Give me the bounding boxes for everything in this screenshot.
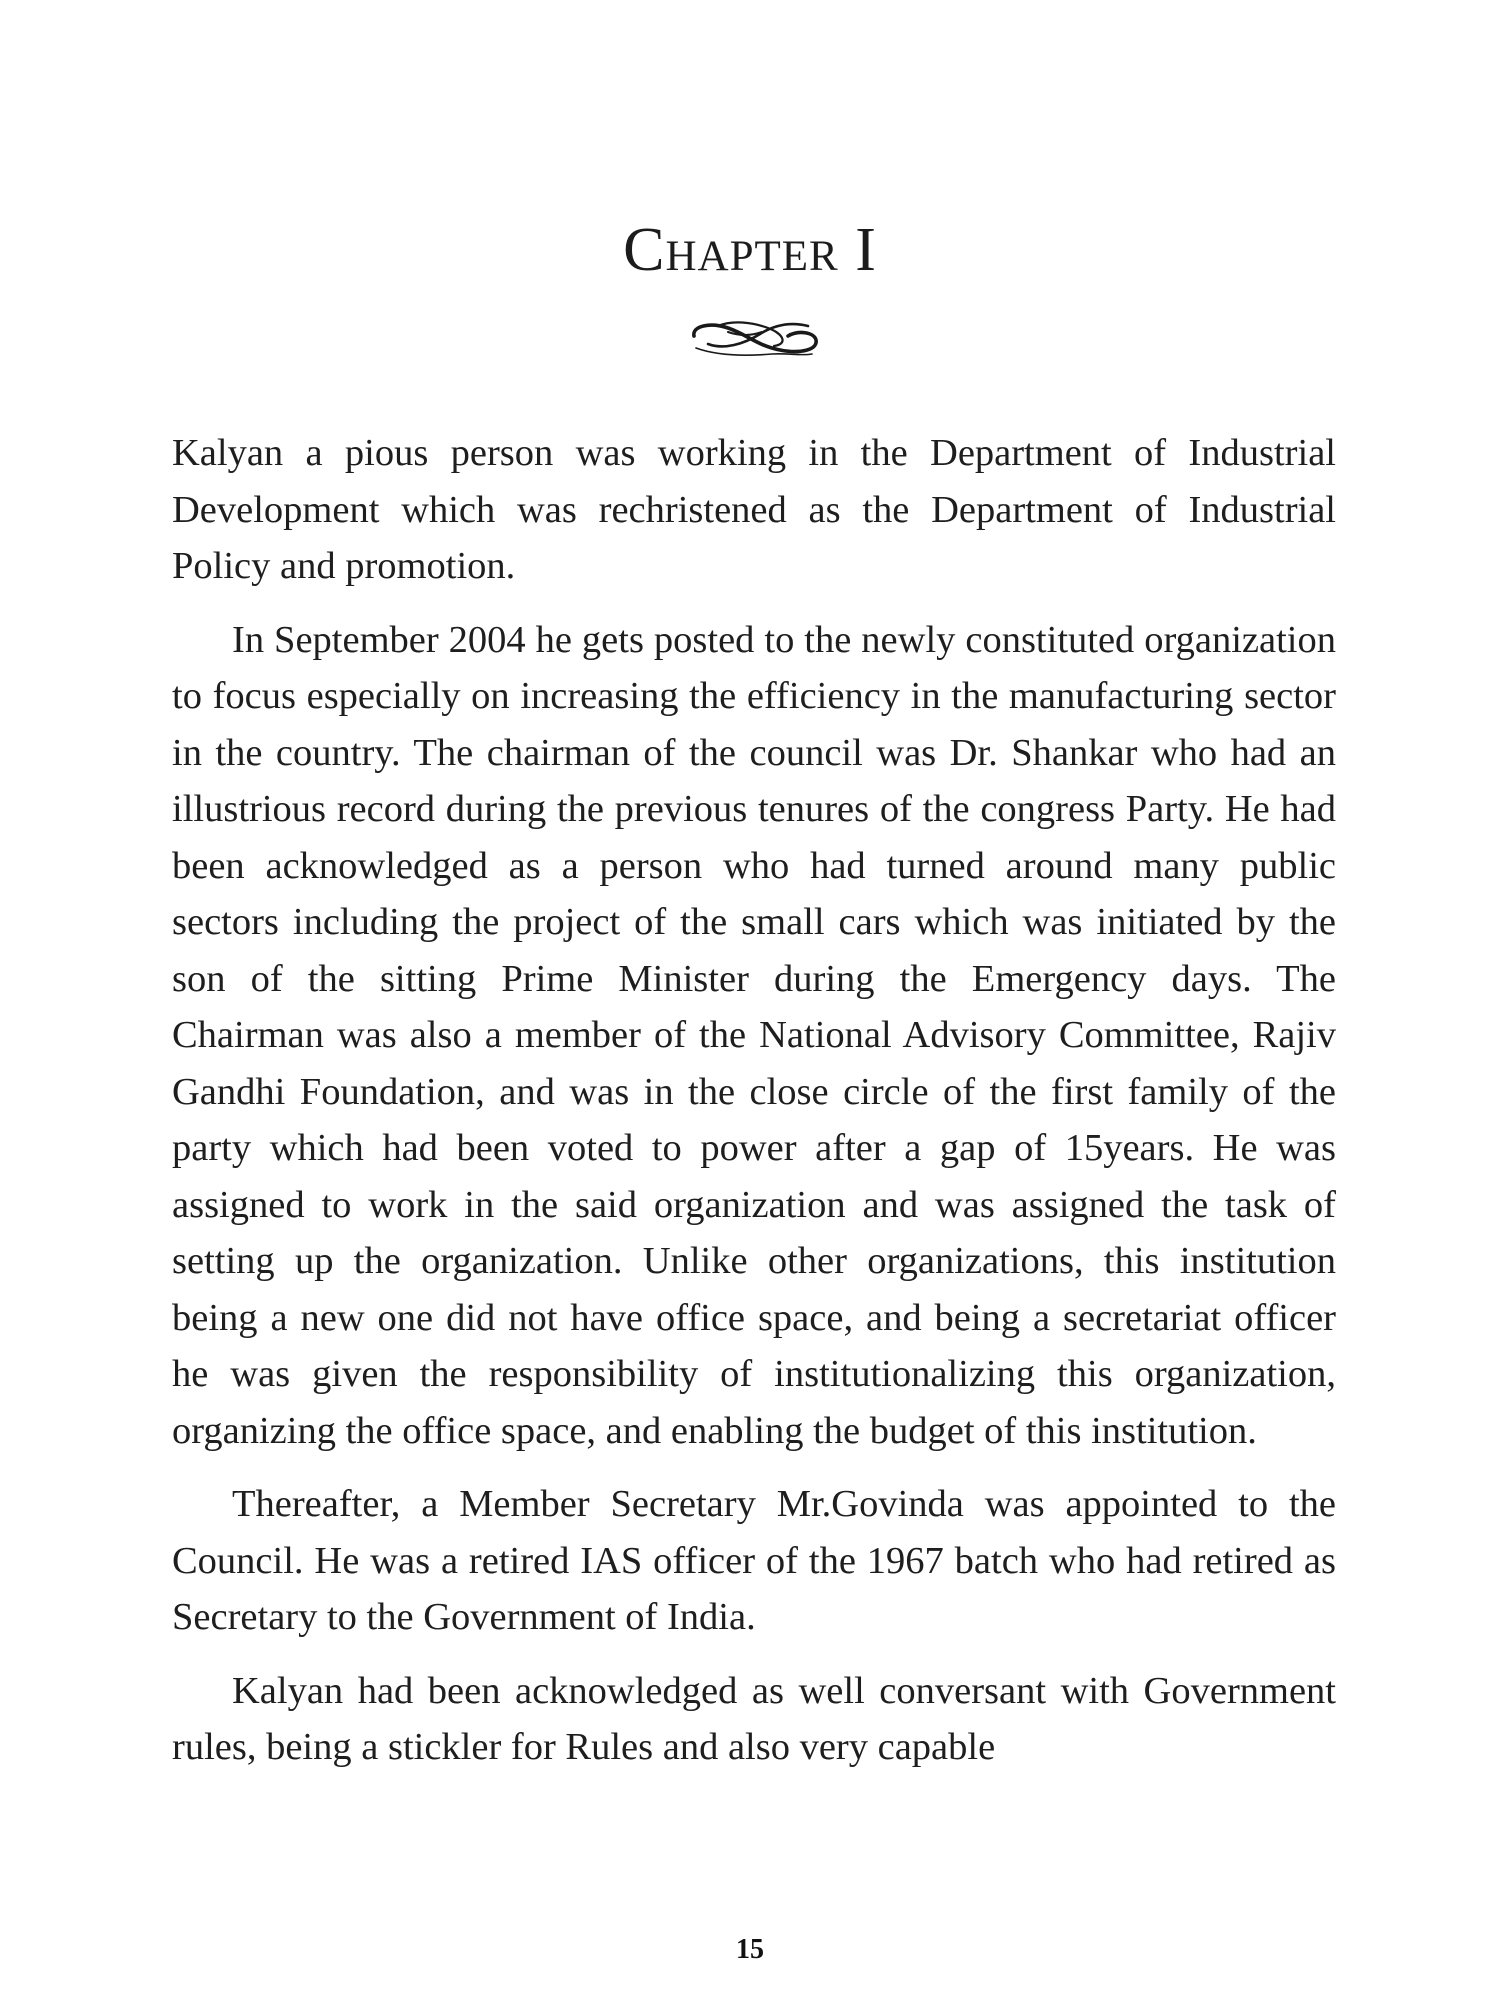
flourish-ornament-icon	[688, 314, 824, 362]
page-number: 15	[736, 1934, 764, 1965]
paragraph: Kalyan had been acknowledged as well conversant with Government rules, being a stickler for Rules and also very capable	[172, 1669, 1336, 1768]
chapter-body	[172, 425, 1336, 1793]
paragraph: Kalyan a pious person was working in the Department of Industrial Development which was rechristened as the Department of Industrial Policy and promotion.	[172, 432, 1336, 587]
paragraph: In September 2004 he gets posted to the newly constituted organization to focus especially on increasing the efficiency in the manufacturing sector in the country. The chairman of the council was Dr. Shankar who had an illustrious record during the previous tenures of the congress Party. He had been acknowledged as a person who had turned around many public sectors including the project of the small cars which was initiated by the son of the sitting Prime Minister during the Emergency days. The Chairman was also a member of the National Advisory Committee, Rajiv Gandhi Foundation, and was in the close circle of the first family of the party which had been voted to power after a gap of 15years. He was assigned to work in the said organization and was assigned the task of setting up the organization. Unlike other organizations, this institution being a new one did not have office space, and being a secretariat officer he was given the responsibility of institutionalizing this organization, organizing the office space, and enabling the budget of this institution.	[172, 618, 1336, 1452]
paragraph: Thereafter, a Member Secretary Mr.Govinda was appointed to the Council. He was a retired IAS officer of the 1967 batch who had retired as Secretary to the Government of India.	[172, 1483, 1336, 1638]
chapter-title: Chapter I	[623, 215, 877, 284]
